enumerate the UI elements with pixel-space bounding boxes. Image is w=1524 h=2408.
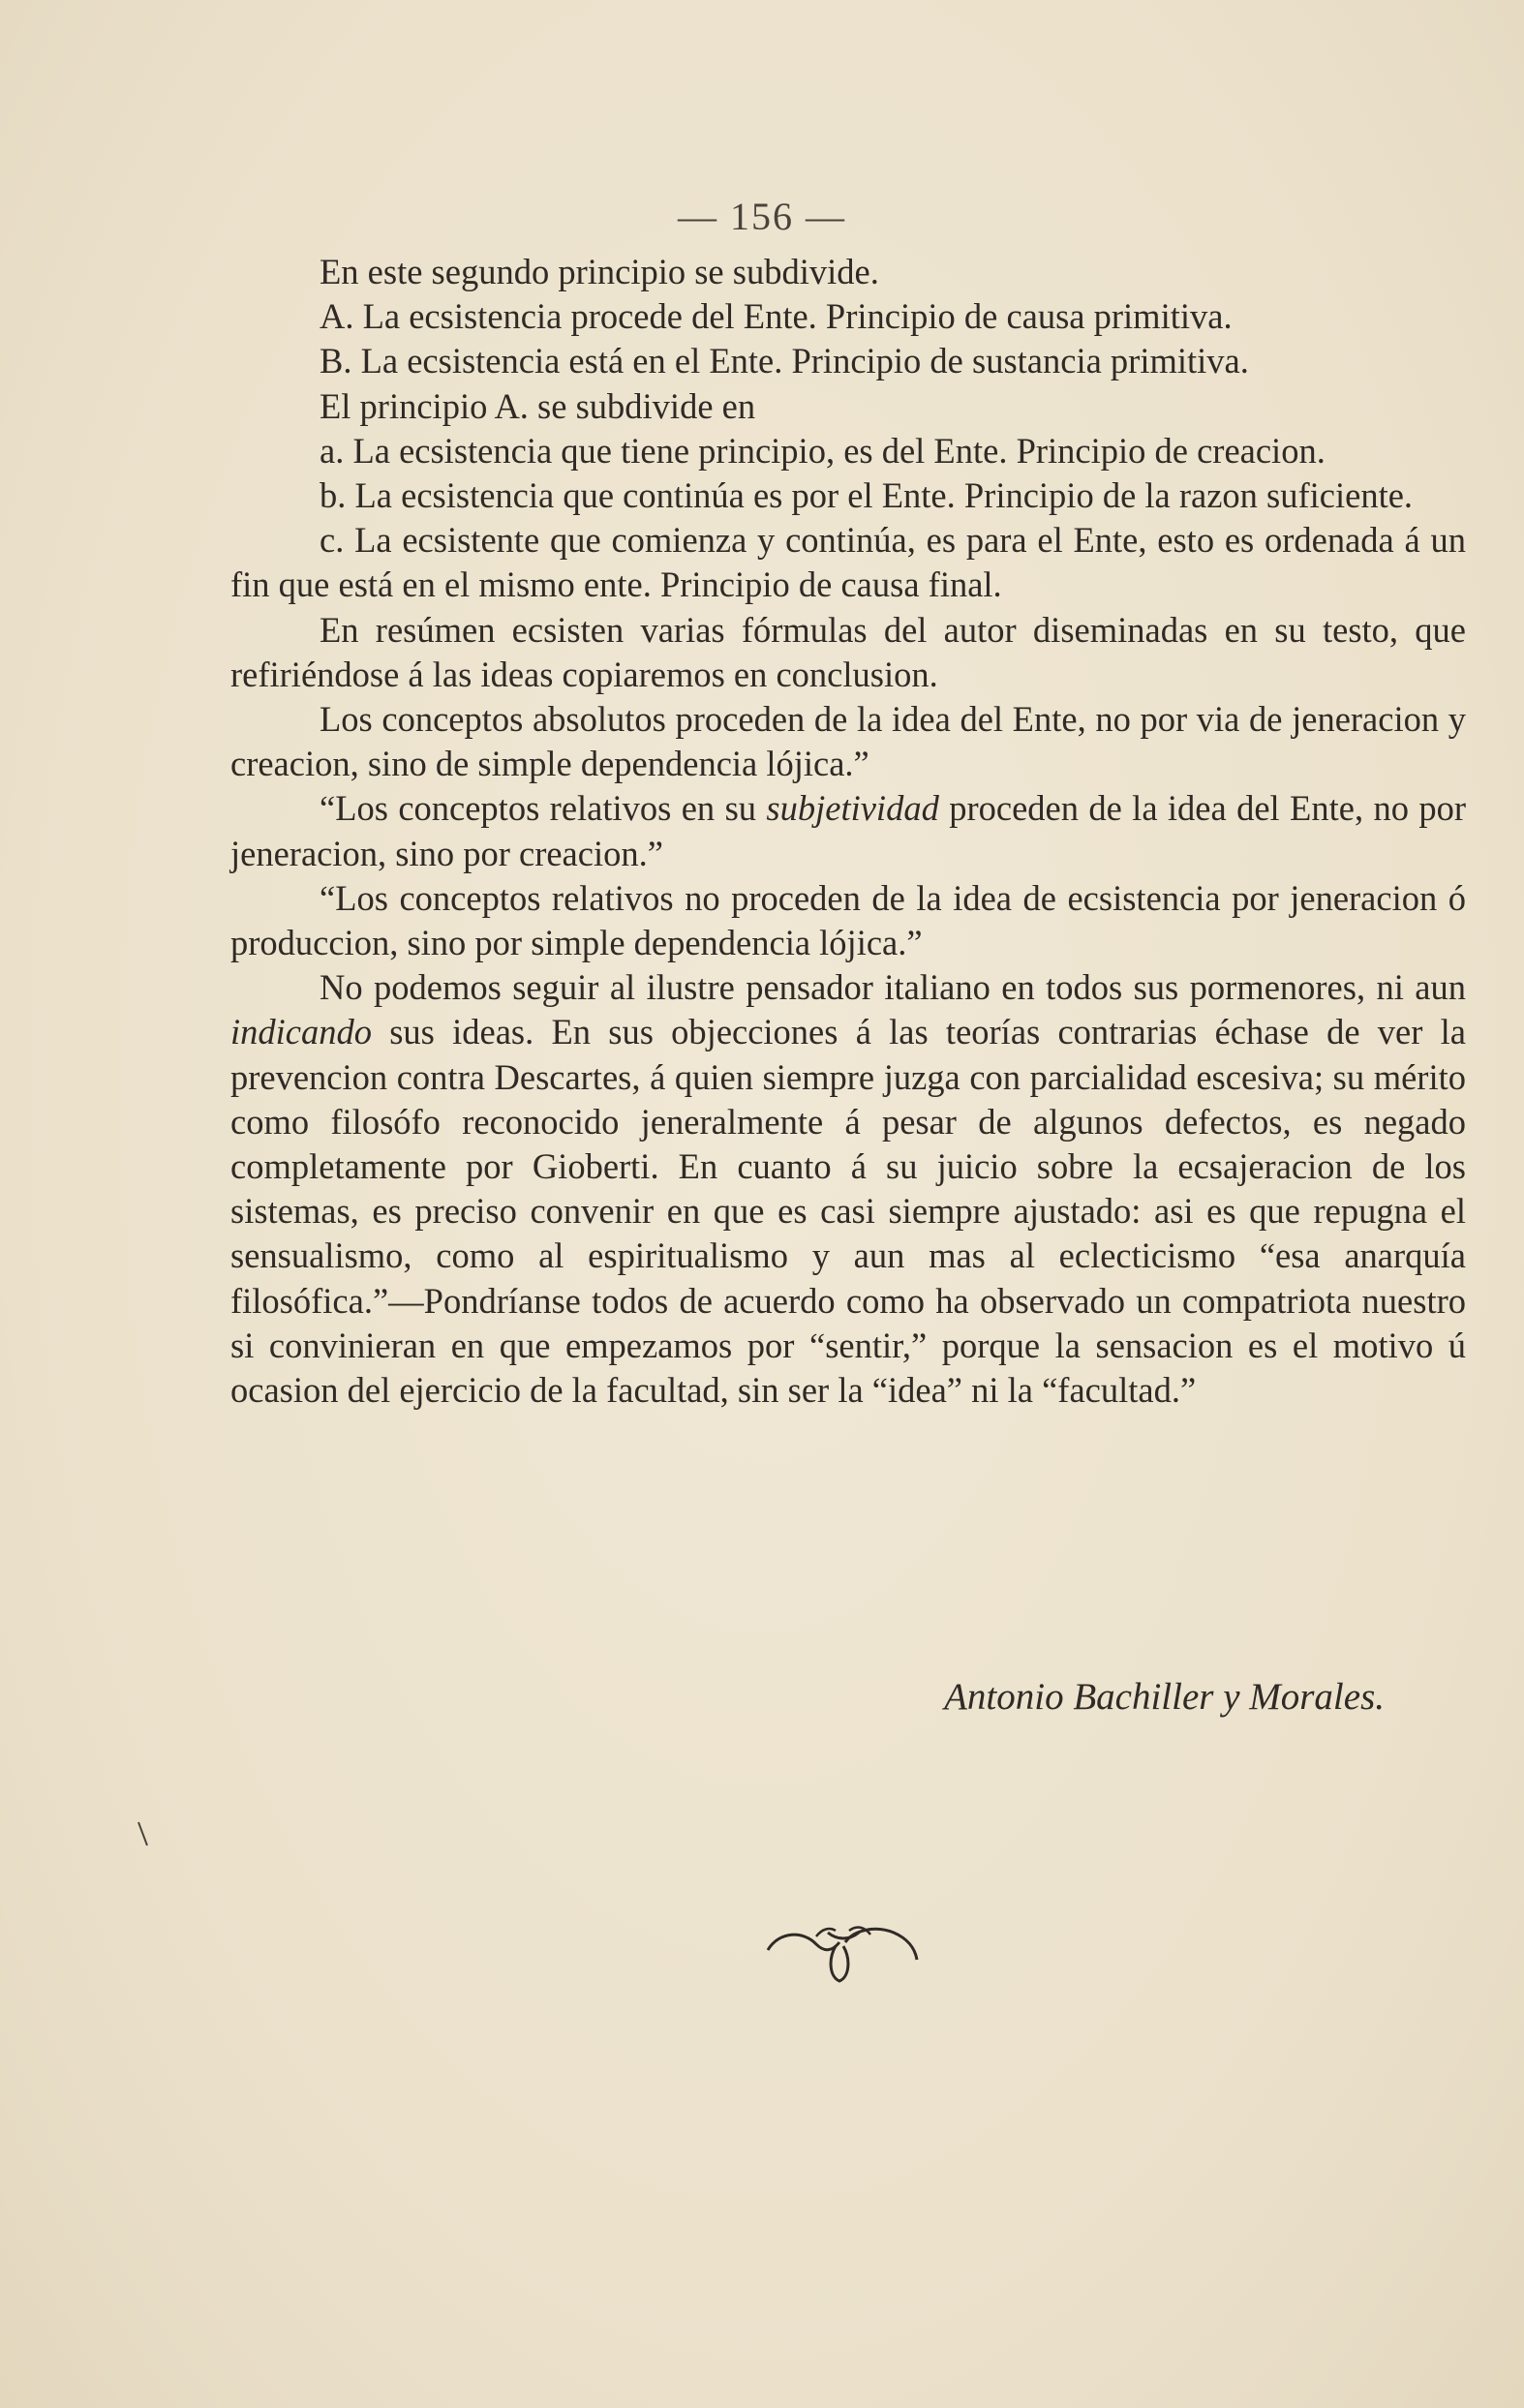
- paragraph-7: c. La ecsistente que comienza y continúa, es para el Ente, esto es ordenada á un fin que está en el mismo ente. Principio de causa final.: [230, 520, 1466, 605]
- paragraph-2: A. La ecsistencia procede del Ente. Principio de causa primitiva.: [320, 296, 1233, 337]
- paragraph-12: [230, 965, 1466, 1413]
- paragraph-10: [230, 786, 1466, 875]
- paragraph-12-emphasis: indicando: [230, 1012, 372, 1052]
- page-number: — 156 —: [678, 195, 846, 238]
- stray-mark: [136, 1820, 151, 1849]
- paragraph-5: a. La ecsistencia que tiene principio, es del Ente. Principio de creacion.: [320, 430, 1326, 471]
- paragraph-3: B. La ecsistencia está en el Ente. Principio de sustancia primitiva.: [320, 341, 1249, 381]
- paragraph-10-tail: proceden de la idea del Ente, no por jeneracion, sino por creacion.”: [230, 788, 1466, 873]
- paragraph-8: En resúmen ecsisten varias fórmulas del autor diseminadas en su testo, que refiriéndose á las ideas copiaremos en conclusion.: [230, 609, 1466, 694]
- paragraph-11: “Los conceptos relativos no proceden de la idea de ecsistencia por jeneracion ó produccion, sino por simple dependencia lójica.”: [230, 877, 1466, 963]
- body-text: [230, 250, 1466, 1413]
- ornament-flourish-icon: [760, 1909, 925, 1987]
- paragraph-12-lead: No podemos seguir al ilustre pensador italiano en todos sus pormenores, ni aun: [320, 967, 1466, 1008]
- paragraph-10-emphasis: subjetividad: [766, 788, 939, 829]
- paragraph-6: b. La ecsistencia que continúa es por el Ente. Principio de la razon suficiente.: [320, 475, 1414, 516]
- paragraph-12-tail: sus ideas. En sus objecciones á las teorías contrarias échase de ver la prevencion contra Descartes, á quien siempre juzga con parcialidad escesiva; su mérito como filosófo reconocido jeneralmente á pesar de algunos defectos, es negado completamente por Gioberti. En cuanto á su juicio sobre la ecsajeracion de los sistemas, es preciso convenir en que es casi siempre ajustado: asi es que repugna el sensualismo, como al espiritualismo y aun mas al eclecticismo “esa anarquía filosófica.”—Pondríanse todos de acuerdo como ha observado un compatriota nuestro si convinieran en que empezamos por “sentir,” porque la sensacion es el motivo ú ocasion del ejercicio de la facultad, sin ser la “idea” ni la “facultad.”: [230, 1012, 1466, 1411]
- paragraph-10-lead: “Los conceptos relativos en su: [320, 788, 767, 829]
- author-signature: Antonio Bachiller y Morales.: [944, 1676, 1385, 1718]
- paragraph-1: En este segundo principio se subdivide.: [320, 252, 879, 291]
- paragraph-4: El principio A. se subdivide en: [320, 385, 756, 426]
- paragraph-9: Los conceptos absolutos proceden de la idea del Ente, no por via de jeneracion y creacion, sino de simple dependencia lójica.”: [230, 699, 1466, 784]
